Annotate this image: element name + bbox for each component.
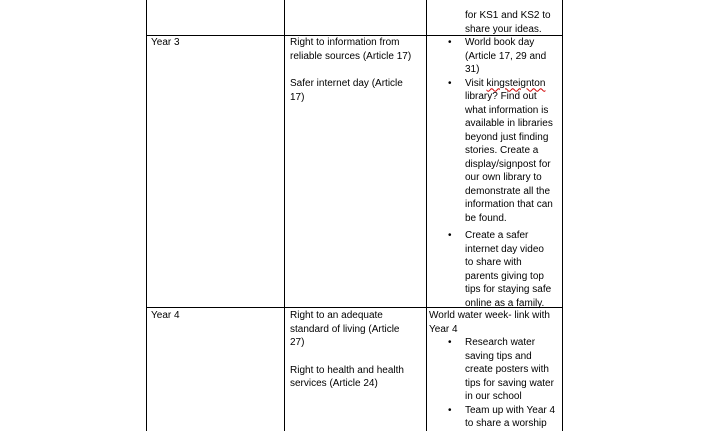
year-3-label: [151, 36, 281, 50]
text-line: services (Article 24): [290, 378, 378, 389]
text-line: 17): [290, 91, 305, 103]
year-3-rights-cell: [290, 36, 424, 104]
text-line: share your ideas.: [465, 23, 542, 35]
rights-paragraph: [290, 309, 424, 350]
text-line: standard of living (Article: [290, 323, 400, 335]
year-4-label: [151, 309, 281, 323]
activity-list: [429, 36, 561, 310]
year-label: Year 4: [151, 310, 180, 321]
year-label: Year 3: [151, 37, 180, 48]
text-line: Safer internet day (Article: [290, 78, 403, 89]
list-item: • Team up with Year 4 to share a worship: [429, 404, 561, 431]
year-4-activities-cell: [429, 309, 561, 431]
list-item: • Visit kingsteignton library? Find out what information is available in libraries beyond just finding stories. Create a display/signpost for our own library to demonstrate all the information that can be found.: [429, 77, 561, 226]
spellcheck-word: kingsteignton: [486, 77, 546, 89]
list-item: • World book day (Article 17, 29 and 31): [429, 36, 561, 77]
column-divider-4: [562, 0, 563, 431]
rights-paragraph: [290, 36, 424, 63]
list-item: • Create a safer internet day video to share with parents giving top tips for staying safe online as a family.: [429, 229, 561, 310]
text-line: 27): [290, 337, 305, 348]
column-divider-3: [426, 0, 427, 431]
text-line: Right to health and health: [290, 364, 404, 376]
column-divider-2: [284, 0, 285, 431]
column-divider-1: [146, 0, 147, 431]
list-item: • Research water saving tips and create posters with tips for saving water in our school: [429, 336, 561, 404]
rights-paragraph-2: [290, 77, 424, 104]
year-4-rights-cell: [290, 309, 424, 391]
text-line: for KS1 and KS2 to: [465, 10, 551, 21]
activity-list: [429, 336, 561, 431]
text-line: Right to an adequate: [290, 310, 383, 321]
activity-intro: World water week- link with Year 4: [429, 310, 550, 335]
text-line: Right to information from: [290, 37, 400, 48]
year-3-activities-cell: [429, 36, 561, 310]
continued-activities-cell: [429, 9, 561, 36]
text-line: reliable sources (Article 17): [290, 50, 412, 62]
rights-paragraph-2: [290, 364, 424, 391]
